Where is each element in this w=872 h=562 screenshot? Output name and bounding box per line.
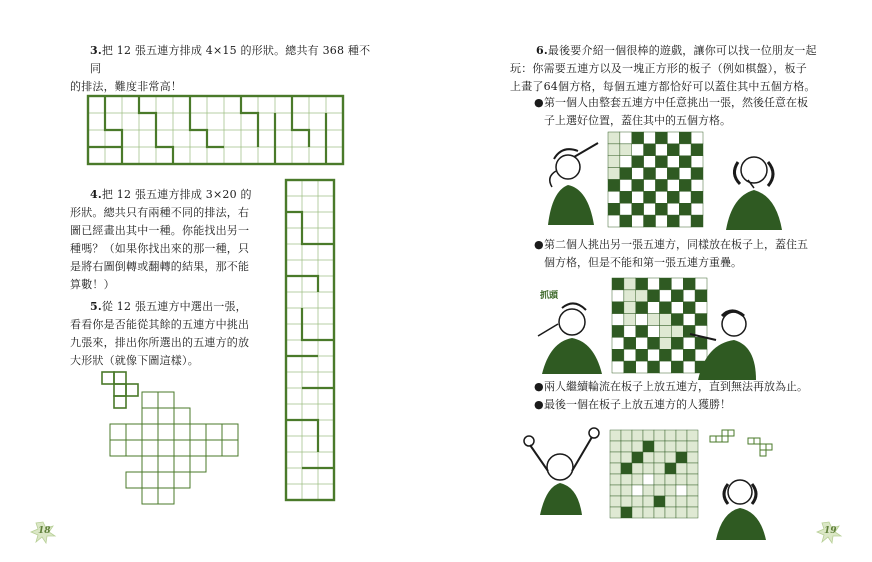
bullet-2-line-2: 個方格，但是不能和第一張五連方重疊。 [544,256,742,269]
item-4-text [70,186,260,294]
page-number-left: 18 [38,526,51,536]
bullet-1-line-2: 子上選好位置，蓋住其中的五個方格。 [544,114,731,127]
pentomino-rectangle-3x20-icon [284,178,334,518]
bullet-1-line-1: 第一個人由整套五連方中任意挑出一張，然後任意在板 [544,96,808,109]
item-5-number: 5. [90,300,102,313]
pentomino-rectangle-4x15-icon [86,94,346,164]
child-cartoon-sad-icon [708,470,778,540]
item-4-line-5: 是將右圖倒轉或翻轉的結果，那不能 [70,260,250,273]
item-4-number: 4. [90,188,102,201]
item-3-number: 3. [90,44,102,57]
checkerboard-1-icon [608,132,703,227]
leftover-pentominoes-icon [708,430,788,470]
item-5-line-1: 從 12 張五連方中選出一張， [101,300,247,313]
bullet-1 [534,94,854,130]
bullet-4 [534,396,864,414]
bullet-2 [534,236,854,272]
bullet-3-line-1: 兩人繼續輪流在板子上放五連方，直到無法再放為止。 [544,380,808,393]
bullet-2-dot: ● [534,238,544,251]
bullet-2-line-1: 第二個人挑出另一張五連方，同樣放在板子上，蓋住五 [544,238,808,251]
item-4-line-6: 算數！） [70,278,115,291]
item-5-line-4: 大形狀（就像下圖這樣）。 [70,354,199,367]
sound-tag: 抓頭 [540,291,559,301]
item-4-line-1: 把 12 張五連方排成 3×20 的 [101,188,252,201]
item-4-line-2: 形狀。總共只有兩種不同的排法，右 [70,206,250,219]
item-6-number: 6. [536,44,548,57]
item-5-line-2: 看看你是否能從其餘的五連方中挑出 [70,318,250,331]
item-5-text [70,298,260,370]
item-6-text [510,42,856,96]
child-cartoon-right-1-icon [718,140,788,230]
page-number-right: 19 [824,526,837,536]
bullet-1-dot: ● [534,96,544,109]
bullet-4-line-1: 最後一個在板子上放五連方的人獲勝！ [544,398,731,411]
item-4-line-3: 圖已經畫出其中一種。你能找出另一 [70,224,250,237]
item-6-line-1: 最後要介紹一個很棒的遊戲，讓你可以找一位朋友一起 [547,44,817,57]
child-cartoon-left-1-icon [538,135,608,225]
enlarged-pentomino-figure-icon [100,370,250,520]
right-page [436,0,872,562]
item-3-text [70,42,380,96]
item-5-line-3: 九張來，排出你所選出的五連方的放 [70,336,250,349]
bullet-3 [534,378,864,396]
bullet-4-dot: ● [534,398,544,411]
item-4-line-4: 種嗎？（如果你找出來的那一種，只 [70,242,250,255]
child-cartoon-right-2-icon [676,300,756,380]
item-6-line-3: 上畫了64個方格，每個五連方都恰好可以蓋住其中五個方格。 [510,80,816,93]
item-3-line-2: 的排法，難度非常高！ [70,80,182,93]
item-3-line-1: 把 12 張五連方排成 4×15 的形狀。總共有 368 種不同 [90,44,371,75]
bullet-3-dot: ● [534,380,544,393]
child-cartoon-left-2-icon [532,294,610,374]
checkerboard-3-icon [610,430,698,518]
child-cartoon-cheering-icon [520,425,610,515]
item-6-line-2: 玩：你需要五連方以及一塊正方形的板子（例如棋盤），板子 [510,62,807,75]
